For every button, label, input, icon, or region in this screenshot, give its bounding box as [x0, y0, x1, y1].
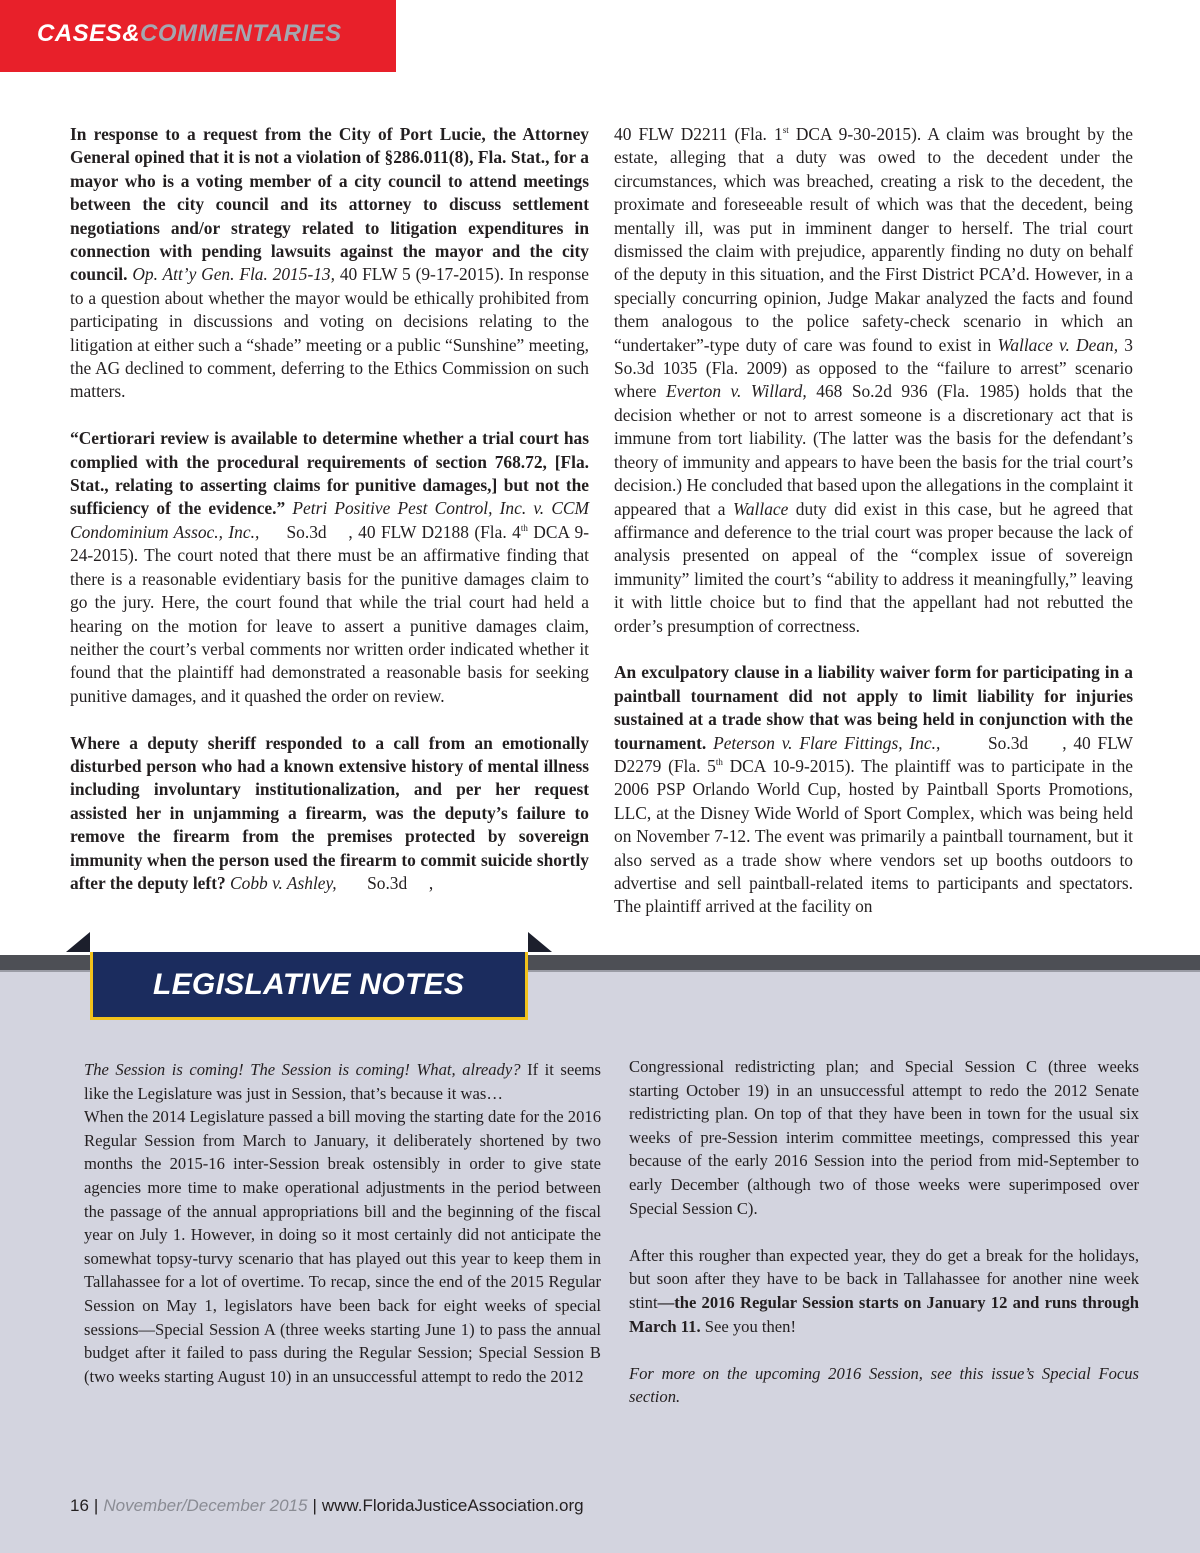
case-citation: Petri Positive Pest Control, Inc. v. CCM Condominium Assoc., Inc., — [70, 498, 590, 542]
website-link[interactable]: www.FloridaJusticeAssociation.org — [321, 1496, 584, 1515]
banner-fold-right — [528, 932, 552, 952]
case-body: 3 So.3d 1035 (Fla. 2009) as opposed to the “failure to arrest” scenario where — [614, 334, 1133, 402]
case-citation: Op. Att’y Gen. Fla. 2015-13, — [132, 264, 335, 285]
legislative-paragraph-dates — [629, 1244, 1139, 1338]
special-focus-note: For more on the upcoming 2016 Session, see this issue’s Special Focus section. — [629, 1363, 1139, 1407]
session-dates-highlight: —the 2016 Regular Session starts on January 12 and runs through March 11. — [629, 1292, 1139, 1336]
case-body: DCA 10-9-2015). The plaintiff was to participate in the 2006 PSP Orlando World Cup, hosted by Paintball Sports Promotions, LLC, at the Disney Wide World of Sport Complex, which was being held on November 7-12. The event was primarily a paintball tournament, but it also served as a trade show where vendors set up booths outdoors to advertise and sell paintball-related items to participants and spectators. The plaintiff arrived at the facility on — [614, 755, 1133, 917]
case-headline: Where a deputy sheriff responded to a call from an emotionally disturbed person who had a known extensive history of mental illness including involuntary institutionalization, and per her request assisted her in unjamming a firearm, was the deputy’s failure to remove the firearm from the premises protected by sovereign immunity when the person used the firearm to commit suicide shortly after the deputy left? — [70, 732, 589, 893]
legislative-column-right — [629, 1055, 1139, 1409]
page-number: 16 — [70, 1496, 89, 1515]
section-title-accent: COMMENTARIES — [140, 20, 342, 47]
legislative-text: See you then! — [700, 1316, 796, 1336]
legislative-intro — [84, 1058, 601, 1105]
case-summary-certiorari — [70, 427, 589, 708]
section-title — [37, 20, 342, 48]
case-citation: Wallace v. Dean, — [997, 334, 1119, 355]
case-headline: An exculpatory clause in a liability waiver form for participating in a paintball tournament did not apply to limit liability for injuries sustained at a trade show that was being held in conjunction with the tournament. — [614, 662, 1133, 753]
legislative-intro-italic: The Session is coming! The Session is coming! What, already? — [84, 1060, 521, 1079]
article-column-left — [70, 123, 589, 895]
case-reporter: So.3d , 40 FLW D2188 (Fla. 4 — [259, 521, 521, 542]
banner-panel — [90, 952, 528, 1020]
case-reporter: So.3d , — [336, 872, 434, 893]
case-body: 40 FLW 5 (9-17-2015). In response to a question about whether the mayor would be ethically prohibited from participating in discussions and voting on decisions relating to the litigation at either such a “shade” meeting or a public “Sunshine” meeting, the AG declined to comment, deferring to the Ethics Commission on such matters. — [70, 264, 589, 402]
case-reporter: So.3d , 40 FLW D2279 (Fla. 5 — [614, 732, 1138, 776]
legislative-notes-banner — [66, 932, 552, 1020]
section-header-tab — [0, 0, 396, 72]
footer-divider: | — [312, 1496, 317, 1515]
legislative-column-left — [84, 1058, 601, 1388]
legislative-paragraph: When the 2014 Legislature passed a bill moving the starting date for the 2016 Regular Session from March to January, it deliberately shortened by two months the 2015-16 inter-Session break ostensibly in order to give state agencies more time to make operational adjustments in the period between the passage of the annual appropriations bill and the beginning of the fiscal year on July 1. However, in doing so it most certainly did not anticipate the somewhat topsy-turvy scenario that has played out this year to keep them in Tallahassee for a lot of overtime. To recap, since the end of the 2015 Regular Session on May 1, legislators have been back for eight weeks of special sessions—Special Session A (three weeks starting June 1) to pass the annual budget after it failed to pass during the Regular Session; Special Session B (two weeks starting August 10) in an unsuccessful attempt to redo the 2012 — [84, 1107, 601, 1386]
legislative-intro-text: If it seems like the Legislature was just in Session, that’s because it was… — [84, 1060, 601, 1103]
page-footer — [70, 1496, 584, 1516]
legislative-text: After this rougher than expected year, they do get a break for the holidays, but soon after they have to be back in Tallahassee for another nine week stint — [629, 1245, 1139, 1312]
case-citation: Cobb v. Ashley, — [230, 872, 337, 893]
article-column-right — [614, 123, 1138, 919]
ordinal-suffix: st — [782, 125, 789, 135]
case-reporter: 40 FLW D2211 (Fla. 1 — [614, 124, 783, 144]
ordinal-suffix: th — [715, 756, 723, 767]
case-body: duty did exist in this case, but he agreed that affirmance and deference to the trial court was proper because the lack of analysis presented on appeal of the “complex issue of sovereign immunity” limited the court’s “ability to address it meaningfully,” leaving it with little choice but to find that the appellant had not rebutted the order’s presumption of correctness. — [614, 498, 1133, 636]
banner-fold-left — [66, 932, 90, 952]
banner-label: LEGISLATIVE NOTES — [153, 968, 465, 1001]
issue-date: November/December 2015 — [103, 1496, 308, 1515]
case-citation: Peterson v. Flare Fittings, Inc., — [713, 732, 941, 753]
ordinal-suffix: th — [520, 522, 528, 533]
case-citation: Everton v. Willard, — [666, 381, 807, 402]
case-summary-deputy-continued — [614, 123, 1133, 638]
case-headline: In response to a request from the City of Port Lucie, the Attorney General opined that it is not a violation of §286.011(8), Fla. Stat., for a mayor who is a voting member of a city council to attend meetings between the city council and its attorney to discuss settlement negotiations and/or strategy related to litigation expenditures in connection with pending lawsuits against the mayor and the city council. — [70, 124, 589, 285]
case-citation: Wallace — [732, 498, 789, 519]
case-body: DCA 9-30-2015). A claim was brought by the estate, alleging that a duty was owed to the decedent under the circumstances, which was breached, creating a risk to the decedent, the proximate and foreseeable result of which was that the decedent, being mentally ill, was put in imminent danger to herself. The trial court dismissed the claim with prejudice, apparently finding no duty on behalf of the deputy in this situation, and the First District PCA’d. However, in a specially concurring opinion, Judge Makar analyzed the facts and found them analogous to the police safety-check scenario in which an “undertaker”-type duty of care was found to exist in — [614, 124, 1133, 355]
case-summary-paintball — [614, 661, 1138, 918]
case-body: 468 So.2d 936 (Fla. 1985) holds that the decision whether or not to arrest someone is a discretionary act that is immune from tort liability. (The latter was the basis for the defendant’s theory of immunity and appears to have been the basis for the trial court’s decision.) He concluded that based upon the allegations in the complaint it appeared that a — [614, 381, 1133, 519]
footer-divider: | — [93, 1496, 99, 1515]
legislative-paragraph: Congressional redistricting plan; and Special Session C (three weeks starting October 19) in an unsuccessful attempt to redo the 2012 Senate redistricting plan. On top of that they have been in town for the usual six weeks of pre-Session interim committee meetings, compressed this year because of the early 2016 Session into the period from mid-September to early December (although two of those weeks were superimposed over Special Session C). — [629, 1057, 1139, 1218]
section-title-main: CASES& — [37, 20, 141, 47]
case-summary-ag-opinion — [70, 123, 589, 404]
case-summary-deputy — [70, 732, 589, 896]
case-body: DCA 9-24-2015). The court noted that there must be an affirmative finding that there is a reasonable evidentiary basis for the punitive damages claim to go the jury. Here, the court found that while the trial court had held a hearing on the motion for leave to assert a punitive damages claim, neither the court’s verbal comments nor written order indicated whether it found that the plaintiff had demonstrated a reasonable basis for seeking punitive damages, and it quashed the order on review. — [70, 521, 589, 706]
case-headline: “Certiorari review is available to determine whether a trial court has complied with the procedural requirements of section 768.72, [Fla. Stat., relating to asserting claims for punitive damages,] but not the sufficiency of the evidence.” — [70, 428, 589, 519]
